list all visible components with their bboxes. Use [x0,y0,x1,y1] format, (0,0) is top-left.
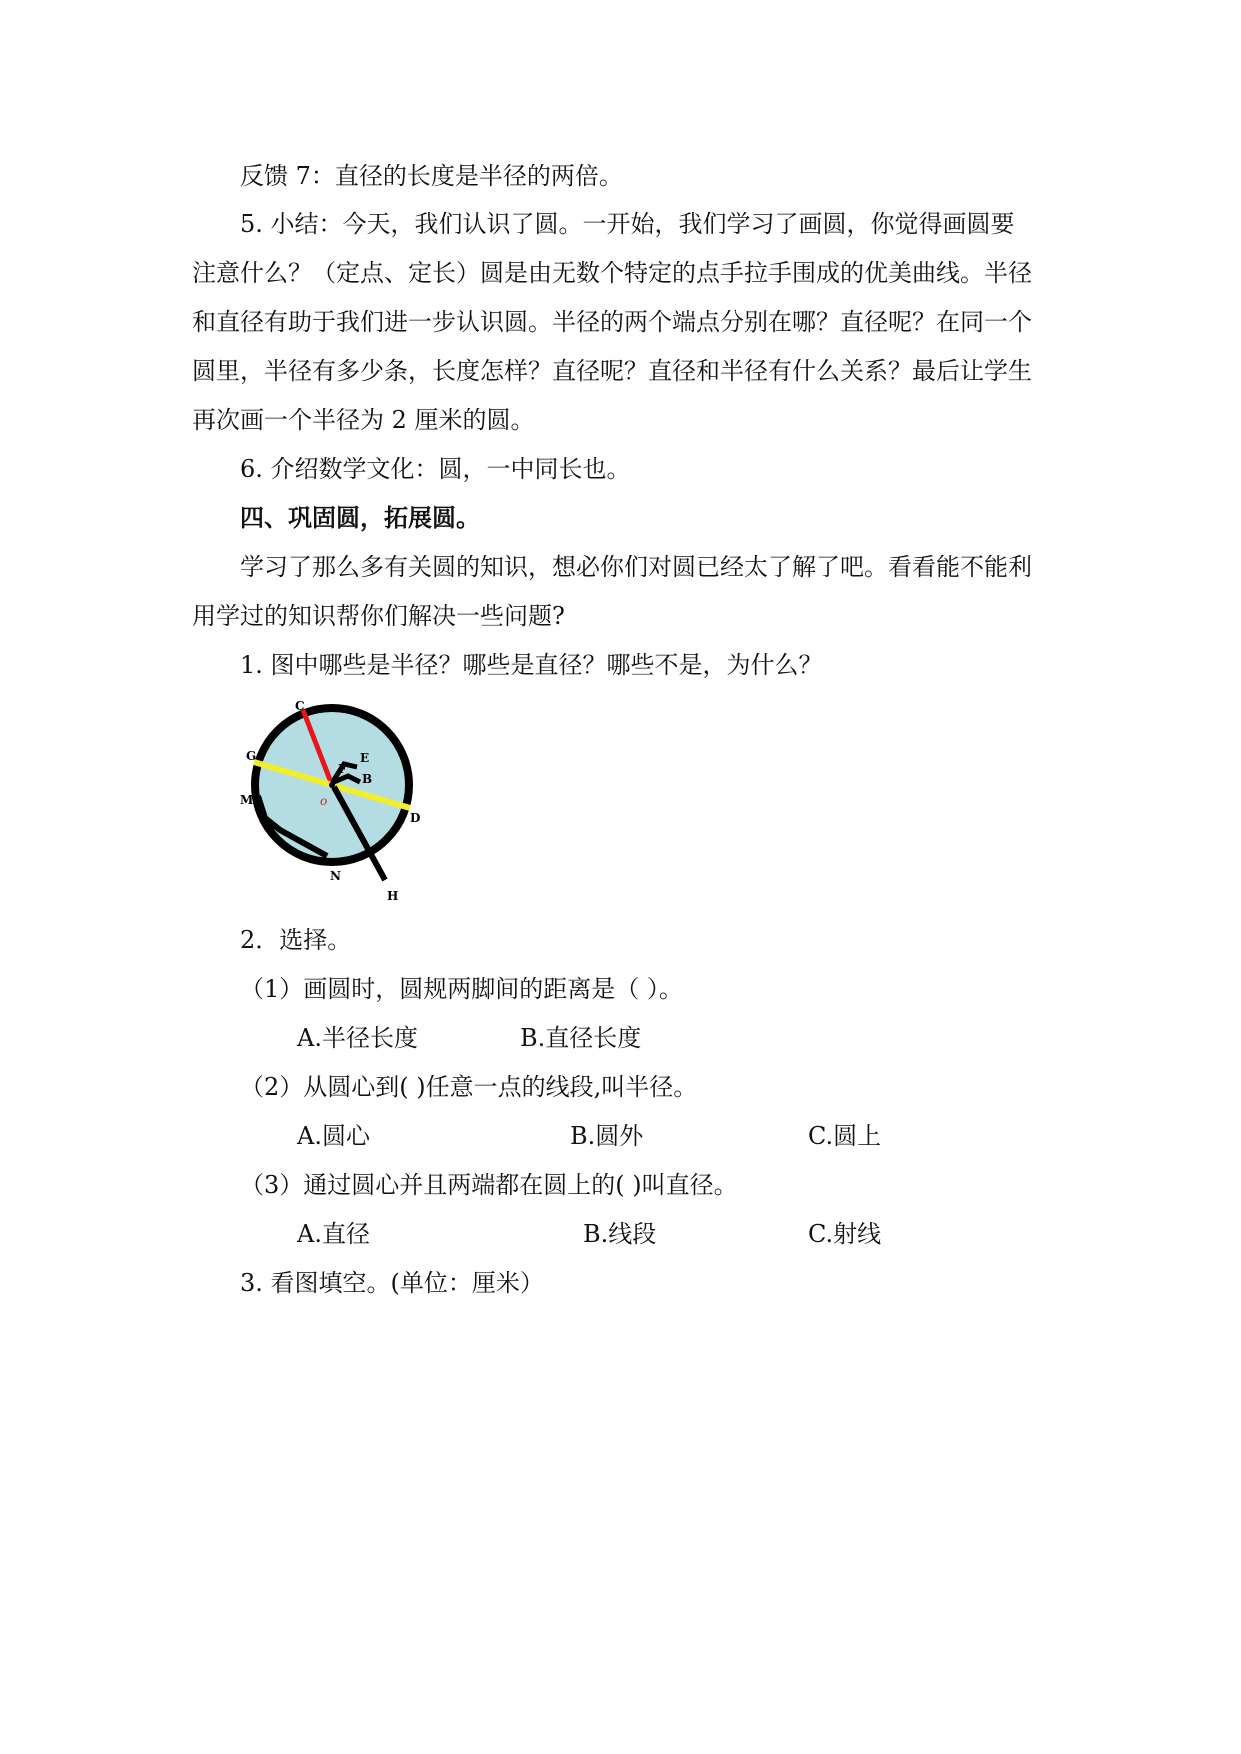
question-2-2-stem: （2）从圆心到( )任意一点的线段,叫半径。 [240,1073,698,1101]
question-2-3-option-a: A.直径 [297,1220,370,1248]
feedback-7: 反馈 7：直径的长度是半径的两倍。 [240,162,623,190]
section-heading: 四、巩固圆，拓展圆。 [240,503,480,532]
summary-line-5: 再次画一个半径为 2 厘米的圆。 [192,406,535,434]
question-2-3-option-c: C.射线 [808,1220,882,1248]
question-2: 2．选择。 [240,926,352,954]
label-e: E [360,751,370,765]
question-3: 3. 看图填空。(单位：厘米） [240,1269,544,1297]
question-2-3-option-b: B.线段 [583,1220,657,1248]
summary-line-1: 5. 小结：今天，我们认识了圆。一开始，我们学习了画圆，你觉得画圆要 [240,210,1015,238]
math-culture: 6. 介绍数学文化：圆，一中同长也。 [240,455,631,483]
label-n: N [330,869,341,883]
question-2-3-stem: （3）通过圆心并且两端都在圆上的( )叫直径。 [240,1171,738,1199]
question-2-1-stem: （1）画圆时，圆规两脚间的距离是（ ）。 [240,975,683,1003]
summary-line-2: 注意什么？（定点、定长）圆是由无数个特定的点手拉手围成的优美曲线。半径 [192,259,1032,287]
label-o: o [320,794,328,808]
intro-line-1: 学习了那么多有关圆的知识，想必你们对圆已经太了解了吧。看看能不能利 [240,553,1032,581]
label-b: B [362,772,373,786]
circle-figure [240,700,440,910]
question-1: 1. 图中哪些是半径？哪些是直径？哪些不是，为什么？ [240,651,823,679]
label-f: F [338,762,347,776]
question-2-2-option-a: A.圆心 [297,1122,370,1150]
label-c: C [295,700,305,713]
label-h: H [387,889,399,903]
summary-line-4: 圆里，半径有多少条，长度怎样？直径呢？直径和半径有什么关系？最后让学生 [192,357,1032,385]
question-2-2-option-b: B.圆外 [570,1122,644,1150]
label-m: M [240,793,254,807]
question-2-1-option-b: B.直径长度 [520,1024,642,1052]
question-2-1-option-a: A.半径长度 [297,1024,418,1052]
center-point [329,782,335,788]
question-2-2-option-c: C.圆上 [808,1122,882,1150]
label-g: G [246,749,257,763]
intro-line-2: 用学过的知识帮你们解决一些问题? [192,602,565,630]
label-d: D [410,811,421,825]
summary-line-3: 和直径有助于我们进一步认识圆。半径的两个端点分别在哪？直径呢？在同一个 [192,308,1032,336]
